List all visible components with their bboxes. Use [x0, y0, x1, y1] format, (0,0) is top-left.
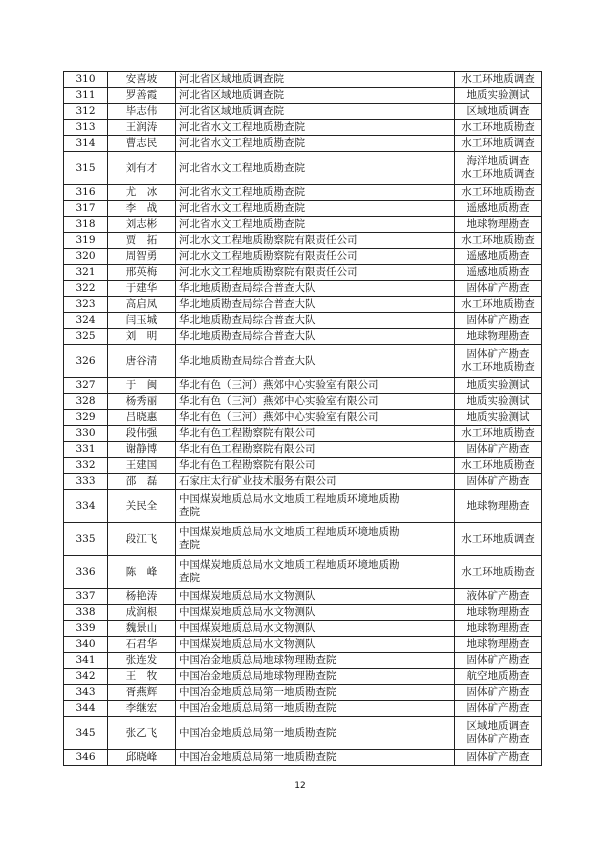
specialty: [455, 717, 542, 750]
table-row: [64, 88, 542, 104]
row-number: 336: [64, 556, 108, 589]
person-name: 刘 明: [108, 329, 176, 345]
work-unit-line: 河北省区域地质调查院: [179, 89, 284, 101]
table-row: [64, 637, 542, 653]
person-name: 于建华: [108, 281, 176, 297]
specialty: [455, 72, 542, 88]
work-unit: [176, 637, 455, 653]
work-unit-line: 查院: [179, 539, 200, 551]
specialty-line: 水工环地质勘查: [461, 121, 535, 133]
person-name: 曹志民: [108, 136, 176, 152]
work-unit: [176, 458, 455, 474]
table-row: [64, 701, 542, 717]
specialty-line: 遥感地质勘查: [466, 266, 530, 278]
person-name: 唐谷清: [108, 345, 176, 378]
table-row: [64, 474, 542, 490]
person-name: 李 战: [108, 201, 176, 217]
work-unit: [176, 201, 455, 217]
person-name: 魏景山: [108, 621, 176, 637]
person-name: 于 闽: [108, 378, 176, 394]
table-row: [64, 297, 542, 313]
work-unit: [176, 653, 455, 669]
specialty: [455, 442, 542, 458]
table-row: [64, 378, 542, 394]
specialty-line: 地球物理勘查: [466, 218, 530, 230]
specialty-line: 地球物理勘查: [466, 330, 530, 342]
work-unit: [176, 88, 455, 104]
specialty-line: 遥感地质勘查: [466, 250, 530, 262]
table-row: [64, 217, 542, 233]
work-unit: [176, 589, 455, 605]
row-number: 326: [64, 345, 108, 378]
person-name: 段江飞: [108, 523, 176, 556]
work-unit: [176, 233, 455, 249]
table-row: [64, 653, 542, 669]
work-unit: [176, 329, 455, 345]
table-row: [64, 201, 542, 217]
work-unit-line: 华北地质勘查局综合普查大队: [179, 314, 316, 326]
row-number: 343: [64, 685, 108, 701]
specialty-line: 水工环地质调查: [461, 137, 535, 149]
table-row: [64, 120, 542, 136]
work-unit: [176, 669, 455, 685]
work-unit: [176, 185, 455, 201]
row-number: 315: [64, 152, 108, 185]
person-name: 安喜坡: [108, 72, 176, 88]
specialty: [455, 217, 542, 233]
work-unit: [176, 556, 455, 589]
row-number: 312: [64, 104, 108, 120]
work-unit-line: 中国冶金地质总局第一地质勘查院: [179, 702, 337, 714]
row-number: 311: [64, 88, 108, 104]
work-unit: [176, 72, 455, 88]
specialty: [455, 750, 542, 766]
work-unit-line: 河北水文工程地质勘察院有限责任公司: [179, 250, 358, 262]
specialty: [455, 637, 542, 653]
work-unit: [176, 120, 455, 136]
specialty-line: 固体矿产勘查: [466, 702, 530, 714]
work-unit-line: 华北有色工程勘察院有限公司: [179, 427, 316, 439]
work-unit-line: 中国冶金地质总局第一地质勘查院: [179, 726, 337, 739]
row-number: 318: [64, 217, 108, 233]
table-row: [64, 426, 542, 442]
table-row: [64, 152, 542, 185]
specialty: [455, 685, 542, 701]
specialty-line: 地质实验测试: [466, 89, 530, 101]
row-number: 317: [64, 201, 108, 217]
work-unit-line: 河北省水文工程地质勘查院: [179, 218, 305, 230]
work-unit: [176, 621, 455, 637]
work-unit: [176, 104, 455, 120]
specialty: [455, 313, 542, 329]
table-row: [64, 750, 542, 766]
specialty: [455, 104, 542, 120]
row-number: 329: [64, 410, 108, 426]
work-unit: [176, 152, 455, 185]
person-name: 王建国: [108, 458, 176, 474]
work-unit: [176, 685, 455, 701]
specialty: [455, 458, 542, 474]
specialty: [455, 152, 542, 185]
specialty-line: 固体矿产勘查: [466, 686, 530, 698]
work-unit: [176, 490, 455, 523]
specialty-line: 固体矿产勘查: [466, 348, 530, 360]
table-row: [64, 669, 542, 685]
specialty-line: 区域地质调查: [466, 105, 530, 117]
row-number: 323: [64, 297, 108, 313]
person-name: 张连发: [108, 653, 176, 669]
table-row: [64, 621, 542, 637]
work-unit-line: 河北省水文工程地质勘查院: [179, 186, 305, 198]
work-unit-line: 华北地质勘查局综合普查大队: [179, 298, 316, 310]
table-row: [64, 523, 542, 556]
page-number: 12: [294, 781, 306, 791]
work-unit-line: 河北省水文工程地质勘查院: [179, 137, 305, 149]
work-unit-line: 华北地质勘查局综合普查大队: [179, 282, 316, 294]
specialty-line: 区域地质调查: [466, 720, 530, 732]
person-name: 刘志彬: [108, 217, 176, 233]
work-unit-line: 中国煤炭地质总局水文物测队: [179, 622, 316, 634]
row-number: 339: [64, 621, 108, 637]
table-row: [64, 313, 542, 329]
specialty-line: 地质实验测试: [466, 379, 530, 391]
specialty-line: 水工环地质调查: [461, 73, 535, 85]
person-name: 段伟强: [108, 426, 176, 442]
specialty-line: 水工环地质勘查: [461, 565, 535, 578]
person-name: 陈 峰: [108, 556, 176, 589]
specialty: [455, 556, 542, 589]
table-row: [64, 345, 542, 378]
work-unit-line: 华北有色工程勘察院有限公司: [179, 443, 316, 455]
work-unit-line: 中国冶金地质总局第一地质勘查院: [179, 686, 337, 698]
person-name: 毕志伟: [108, 104, 176, 120]
specialty: [455, 297, 542, 313]
work-unit-line: 中国冶金地质总局地球物理勘查院: [179, 670, 337, 682]
specialty: [455, 249, 542, 265]
work-unit-line: 河北省区域地质调查院: [179, 73, 284, 85]
row-number: 337: [64, 589, 108, 605]
specialty-line: 航空地质勘查: [466, 670, 530, 682]
row-number: 340: [64, 637, 108, 653]
row-number: 313: [64, 120, 108, 136]
work-unit: [176, 394, 455, 410]
work-unit: [176, 297, 455, 313]
row-number: 342: [64, 669, 108, 685]
specialty-line: 地质实验测试: [466, 395, 530, 407]
work-unit-line: 河北水文工程地质勘察院有限责任公司: [179, 266, 358, 278]
row-number: 345: [64, 717, 108, 750]
roster-body: [64, 72, 542, 766]
person-name: 邱晓峰: [108, 750, 176, 766]
table-row: [64, 717, 542, 750]
table-row: [64, 104, 542, 120]
person-name: 张乙飞: [108, 717, 176, 750]
work-unit: [176, 265, 455, 281]
row-number: 310: [64, 72, 108, 88]
specialty-line: 水工环地质调查: [461, 168, 535, 180]
row-number: 324: [64, 313, 108, 329]
work-unit: [176, 474, 455, 490]
work-unit: [176, 313, 455, 329]
specialty: [455, 426, 542, 442]
specialty: [455, 201, 542, 217]
specialty-line: 海洋地质调查: [466, 155, 530, 167]
specialty: [455, 185, 542, 201]
person-name: 高启凤: [108, 297, 176, 313]
specialty-line: 地球物理勘查: [466, 622, 530, 634]
row-number: 332: [64, 458, 108, 474]
work-unit-line: 河北省水文工程地质勘查院: [179, 161, 305, 174]
specialty: [455, 605, 542, 621]
specialty-line: 水工环地质勘查: [461, 459, 535, 471]
specialty-line: 地球物理勘查: [466, 638, 530, 650]
person-name: 胥燕辉: [108, 685, 176, 701]
person-name: 李继宏: [108, 701, 176, 717]
work-unit-line: 河北省水文工程地质勘查院: [179, 121, 305, 133]
specialty: [455, 701, 542, 717]
work-unit-line: 中国煤炭地质总局水文地质工程地质环境地质勘: [179, 526, 400, 538]
work-unit: [176, 410, 455, 426]
specialty: [455, 136, 542, 152]
work-unit: [176, 281, 455, 297]
person-name: 刘有才: [108, 152, 176, 185]
row-number: 334: [64, 490, 108, 523]
specialty: [455, 621, 542, 637]
person-name: 尤 冰: [108, 185, 176, 201]
specialty: [455, 394, 542, 410]
table-row: [64, 185, 542, 201]
specialty-line: 遥感地质勘查: [466, 202, 530, 214]
table-row: [64, 72, 542, 88]
specialty-line: 水工环地质勘查: [461, 186, 535, 198]
table-row: [64, 136, 542, 152]
person-name: 成润根: [108, 605, 176, 621]
row-number: 328: [64, 394, 108, 410]
work-unit-line: 查院: [179, 506, 200, 518]
specialty-line: 固体矿产勘查: [466, 282, 530, 294]
table-row: [64, 442, 542, 458]
work-unit: [176, 217, 455, 233]
work-unit-line: 中国煤炭地质总局水文地质工程地质环境地质勘: [179, 559, 400, 571]
work-unit: [176, 378, 455, 394]
specialty-line: 固体矿产勘查: [466, 314, 530, 326]
work-unit: [176, 249, 455, 265]
specialty: [455, 88, 542, 104]
row-number: 316: [64, 185, 108, 201]
table-row: [64, 410, 542, 426]
specialty-line: 地质实验测试: [466, 411, 530, 423]
specialty-line: 水工环地质勘查: [461, 298, 535, 310]
work-unit-line: 华北有色（三河）燕郊中心实验室有限公司: [179, 379, 379, 391]
row-number: 321: [64, 265, 108, 281]
work-unit-line: 河北水文工程地质勘察院有限责任公司: [179, 234, 358, 246]
person-name: 关民全: [108, 490, 176, 523]
work-unit-line: 华北地质勘查局综合普查大队: [179, 330, 316, 342]
specialty-line: 水工环地质勘查: [461, 234, 535, 246]
specialty-line: 水工环地质勘查: [461, 361, 535, 373]
specialty: [455, 490, 542, 523]
table-row: [64, 556, 542, 589]
specialty: [455, 329, 542, 345]
row-number: 330: [64, 426, 108, 442]
work-unit: [176, 717, 455, 750]
table-row: [64, 233, 542, 249]
work-unit-line: 查院: [179, 572, 200, 584]
work-unit: [176, 605, 455, 621]
specialty: [455, 378, 542, 394]
specialty-line: 水工环地质勘查: [461, 427, 535, 439]
row-number: 344: [64, 701, 108, 717]
person-name: 石君华: [108, 637, 176, 653]
person-name: 杨艳涛: [108, 589, 176, 605]
person-name: 王润涛: [108, 120, 176, 136]
row-number: 331: [64, 442, 108, 458]
specialty-line: 水工环地质调查: [461, 532, 535, 545]
work-unit-line: 华北有色工程勘察院有限公司: [179, 459, 316, 471]
row-number: 320: [64, 249, 108, 265]
table-row: [64, 394, 542, 410]
person-name: 吕晓惠: [108, 410, 176, 426]
specialty: [455, 265, 542, 281]
work-unit-line: 华北有色（三河）燕郊中心实验室有限公司: [179, 411, 379, 423]
specialty-line: 固体矿产勘查: [466, 654, 530, 666]
table-row: [64, 685, 542, 701]
work-unit: [176, 136, 455, 152]
work-unit-line: 中国煤炭地质总局水文物测队: [179, 590, 316, 602]
work-unit: [176, 345, 455, 378]
person-name: 谢静博: [108, 442, 176, 458]
work-unit: [176, 426, 455, 442]
specialty: [455, 589, 542, 605]
specialty-line: 地球物理勘查: [466, 499, 530, 512]
specialty-line: 固体矿产勘查: [466, 751, 530, 763]
row-number: 322: [64, 281, 108, 297]
work-unit-line: 中国煤炭地质总局水文地质工程地质环境地质勘: [179, 493, 400, 505]
specialty-line: 地球物理勘查: [466, 606, 530, 618]
specialty: [455, 410, 542, 426]
person-name: 闫玉城: [108, 313, 176, 329]
specialty: [455, 345, 542, 378]
work-unit-line: 中国煤炭地质总局水文物测队: [179, 606, 316, 618]
table-row: [64, 249, 542, 265]
table-row: [64, 490, 542, 523]
specialty-line: 固体矿产勘查: [466, 443, 530, 455]
row-number: 346: [64, 750, 108, 766]
work-unit-line: 中国冶金地质总局地球物理勘查院: [179, 654, 337, 666]
specialty: [455, 281, 542, 297]
work-unit-line: 河北省区域地质调查院: [179, 105, 284, 117]
specialty: [455, 233, 542, 249]
row-number: 335: [64, 523, 108, 556]
person-name: 罗善霞: [108, 88, 176, 104]
table-row: [64, 265, 542, 281]
work-unit-line: 石家庄太行矿业技术服务有限公司: [179, 475, 337, 487]
table-row: [64, 605, 542, 621]
table-row: [64, 589, 542, 605]
table-row: [64, 281, 542, 297]
work-unit-line: 华北有色（三河）燕郊中心实验室有限公司: [179, 395, 379, 407]
specialty: [455, 120, 542, 136]
table-row: [64, 458, 542, 474]
person-name: 王 牧: [108, 669, 176, 685]
person-name: 杨秀丽: [108, 394, 176, 410]
work-unit-line: 中国冶金地质总局第一地质勘查院: [179, 751, 337, 763]
work-unit: [176, 701, 455, 717]
specialty-line: 固体矿产勘查: [466, 733, 530, 745]
row-number: 314: [64, 136, 108, 152]
specialty-line: 固体矿产勘查: [466, 475, 530, 487]
person-name: 贾 拓: [108, 233, 176, 249]
row-number: 319: [64, 233, 108, 249]
specialty: [455, 653, 542, 669]
specialty: [455, 523, 542, 556]
row-number: 341: [64, 653, 108, 669]
row-number: 325: [64, 329, 108, 345]
roster-table: [63, 71, 542, 766]
row-number: 338: [64, 605, 108, 621]
table-row: [64, 329, 542, 345]
row-number: 333: [64, 474, 108, 490]
specialty-line: 液体矿产勘查: [466, 590, 530, 602]
work-unit: [176, 523, 455, 556]
person-name: 邢英梅: [108, 265, 176, 281]
row-number: 327: [64, 378, 108, 394]
person-name: 周智勇: [108, 249, 176, 265]
work-unit-line: 河北省水文工程地质勘查院: [179, 202, 305, 214]
work-unit-line: 华北地质勘查局综合普查大队: [179, 354, 316, 367]
work-unit: [176, 442, 455, 458]
work-unit: [176, 750, 455, 766]
specialty: [455, 474, 542, 490]
work-unit-line: 中国煤炭地质总局水文物测队: [179, 638, 316, 650]
specialty: [455, 669, 542, 685]
person-name: 邵 磊: [108, 474, 176, 490]
